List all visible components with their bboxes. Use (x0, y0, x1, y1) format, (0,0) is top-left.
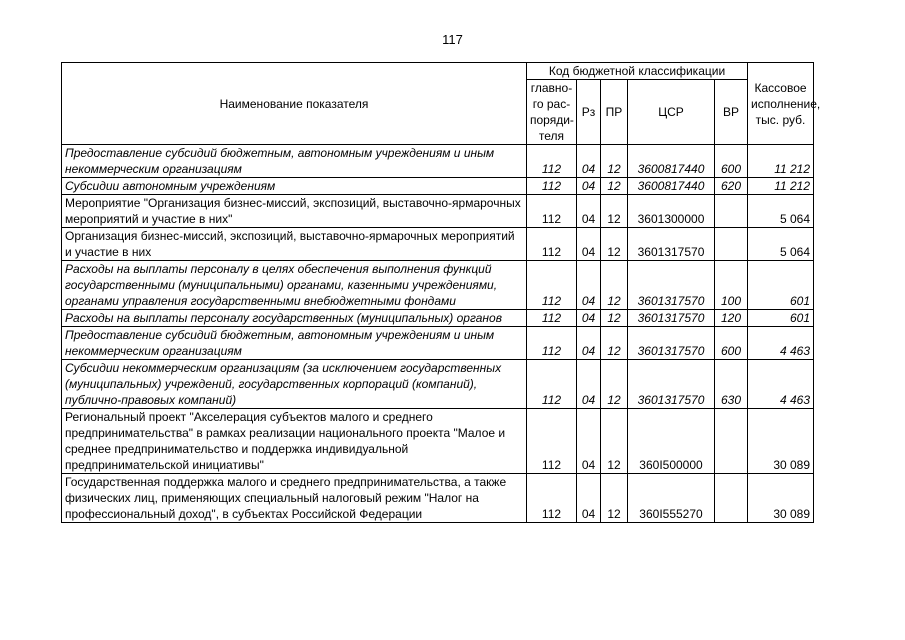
row-rz-cell: 04 (577, 178, 601, 195)
row-name-cell: Субсидии автономным учреждениям (62, 178, 527, 195)
row-pr-cell: 12 (601, 195, 628, 228)
row-csr-cell: 3600817440 (628, 178, 715, 195)
row-rz-cell: 04 (577, 195, 601, 228)
row-vr-cell (715, 409, 748, 474)
row-rz-cell: 04 (577, 145, 601, 178)
row-sum-cell: 4 463 (748, 360, 814, 409)
row-rz-cell: 04 (577, 310, 601, 327)
header-kass: Кассовое исполнение, тыс. руб. (748, 63, 814, 145)
row-vr-cell (715, 228, 748, 261)
row-csr-cell: 3600817440 (628, 145, 715, 178)
table-row (62, 261, 814, 310)
row-csr-cell: 360I555270 (628, 474, 715, 523)
row-sum-cell: 5 064 (748, 195, 814, 228)
row-name-cell: Государственная поддержка малого и среднего предпринимательства, а также физических лиц, применяющих специальный налоговый режим "Налог на профессиональный доход", в субъектах Российской Федерации (62, 474, 527, 523)
row-vr-cell: 100 (715, 261, 748, 310)
row-pr-cell: 12 (601, 474, 628, 523)
row-sum-cell: 4 463 (748, 327, 814, 360)
table-row (62, 178, 814, 195)
row-vr-cell: 600 (715, 145, 748, 178)
row-name-cell: Предоставление субсидий бюджетным, автономным учреждениям и иным некоммерческим организациям (62, 327, 527, 360)
table-row (62, 327, 814, 360)
header-rz: Рз (577, 80, 601, 145)
row-csr-cell: 3601317570 (628, 261, 715, 310)
row-vr-cell: 620 (715, 178, 748, 195)
row-csr-cell: 3601317570 (628, 360, 715, 409)
row-glavn-cell: 112 (527, 327, 577, 360)
row-csr-cell: 3601300000 (628, 195, 715, 228)
row-rz-cell: 04 (577, 474, 601, 523)
table-row (62, 145, 814, 178)
row-glavn-cell: 112 (527, 261, 577, 310)
header-pr: ПР (601, 80, 628, 145)
row-pr-cell: 12 (601, 228, 628, 261)
table-row (62, 360, 814, 409)
row-glavn-cell: 112 (527, 360, 577, 409)
table-row (62, 474, 814, 523)
row-glavn-cell: 112 (527, 195, 577, 228)
row-sum-cell: 30 089 (748, 409, 814, 474)
row-rz-cell: 04 (577, 327, 601, 360)
page-number: 117 (442, 32, 463, 47)
row-rz-cell: 04 (577, 360, 601, 409)
row-sum-cell: 601 (748, 310, 814, 327)
row-pr-cell: 12 (601, 327, 628, 360)
row-pr-cell: 12 (601, 261, 628, 310)
row-pr-cell: 12 (601, 178, 628, 195)
table-row (62, 195, 814, 228)
row-pr-cell: 12 (601, 409, 628, 474)
row-glavn-cell: 112 (527, 178, 577, 195)
row-vr-cell: 630 (715, 360, 748, 409)
row-name-cell: Мероприятие "Организация бизнес-миссий, экспозиций, выставочно-ярмарочных мероприятий и участие в них" (62, 195, 527, 228)
row-vr-cell (715, 474, 748, 523)
header-glavn: главно- го рас- поряди- теля (527, 80, 577, 145)
row-csr-cell: 3601317570 (628, 228, 715, 261)
row-sum-cell: 11 212 (748, 178, 814, 195)
row-glavn-cell: 112 (527, 409, 577, 474)
row-sum-cell: 30 089 (748, 474, 814, 523)
row-name-cell: Субсидии некоммерческим организациям (за исключением государственных (муниципальных) учреждений, государственных корпораций (компаний), публично-правовых компаний) (62, 360, 527, 409)
header-name: Наименование показателя (62, 63, 527, 145)
table-row (62, 228, 814, 261)
row-name-cell: Расходы на выплаты персоналу государственных (муниципальных) органов (62, 310, 527, 327)
row-glavn-cell: 112 (527, 474, 577, 523)
row-vr-cell: 600 (715, 327, 748, 360)
table-row (62, 409, 814, 474)
row-rz-cell: 04 (577, 261, 601, 310)
header-csr: ЦСР (628, 80, 715, 145)
table-row (62, 310, 814, 327)
row-vr-cell: 120 (715, 310, 748, 327)
row-pr-cell: 12 (601, 310, 628, 327)
row-pr-cell: 12 (601, 360, 628, 409)
row-sum-cell: 601 (748, 261, 814, 310)
row-rz-cell: 04 (577, 228, 601, 261)
row-sum-cell: 5 064 (748, 228, 814, 261)
header-code-group: Код бюджетной классификации (527, 63, 748, 80)
row-csr-cell: 3601317570 (628, 310, 715, 327)
row-glavn-cell: 112 (527, 228, 577, 261)
row-csr-cell: 3601317570 (628, 327, 715, 360)
header-row-1 (62, 63, 814, 80)
row-glavn-cell: 112 (527, 310, 577, 327)
row-name-cell: Расходы на выплаты персоналу в целях обеспечения выполнения функций государственными (муниципальными) органами, казенными учреждениями, органами управления государственными внебюджетными фондами (62, 261, 527, 310)
row-vr-cell (715, 195, 748, 228)
row-rz-cell: 04 (577, 409, 601, 474)
row-name-cell: Предоставление субсидий бюджетным, автономным учреждениям и иным некоммерческим организациям (62, 145, 527, 178)
row-name-cell: Региональный проект "Акселерация субъектов малого и среднего предпринимательства" в рамках реализации национального проекта "Малое и среднее предпринимательство и поддержка индивидуальной предпринимательской инициативы" (62, 409, 527, 474)
row-sum-cell: 11 212 (748, 145, 814, 178)
row-csr-cell: 360I500000 (628, 409, 715, 474)
budget-table (61, 62, 821, 523)
row-name-cell: Организация бизнес-миссий, экспозиций, выставочно-ярмарочных мероприятий и участие в них (62, 228, 527, 261)
row-pr-cell: 12 (601, 145, 628, 178)
row-glavn-cell: 112 (527, 145, 577, 178)
header-vr: ВР (715, 80, 748, 145)
